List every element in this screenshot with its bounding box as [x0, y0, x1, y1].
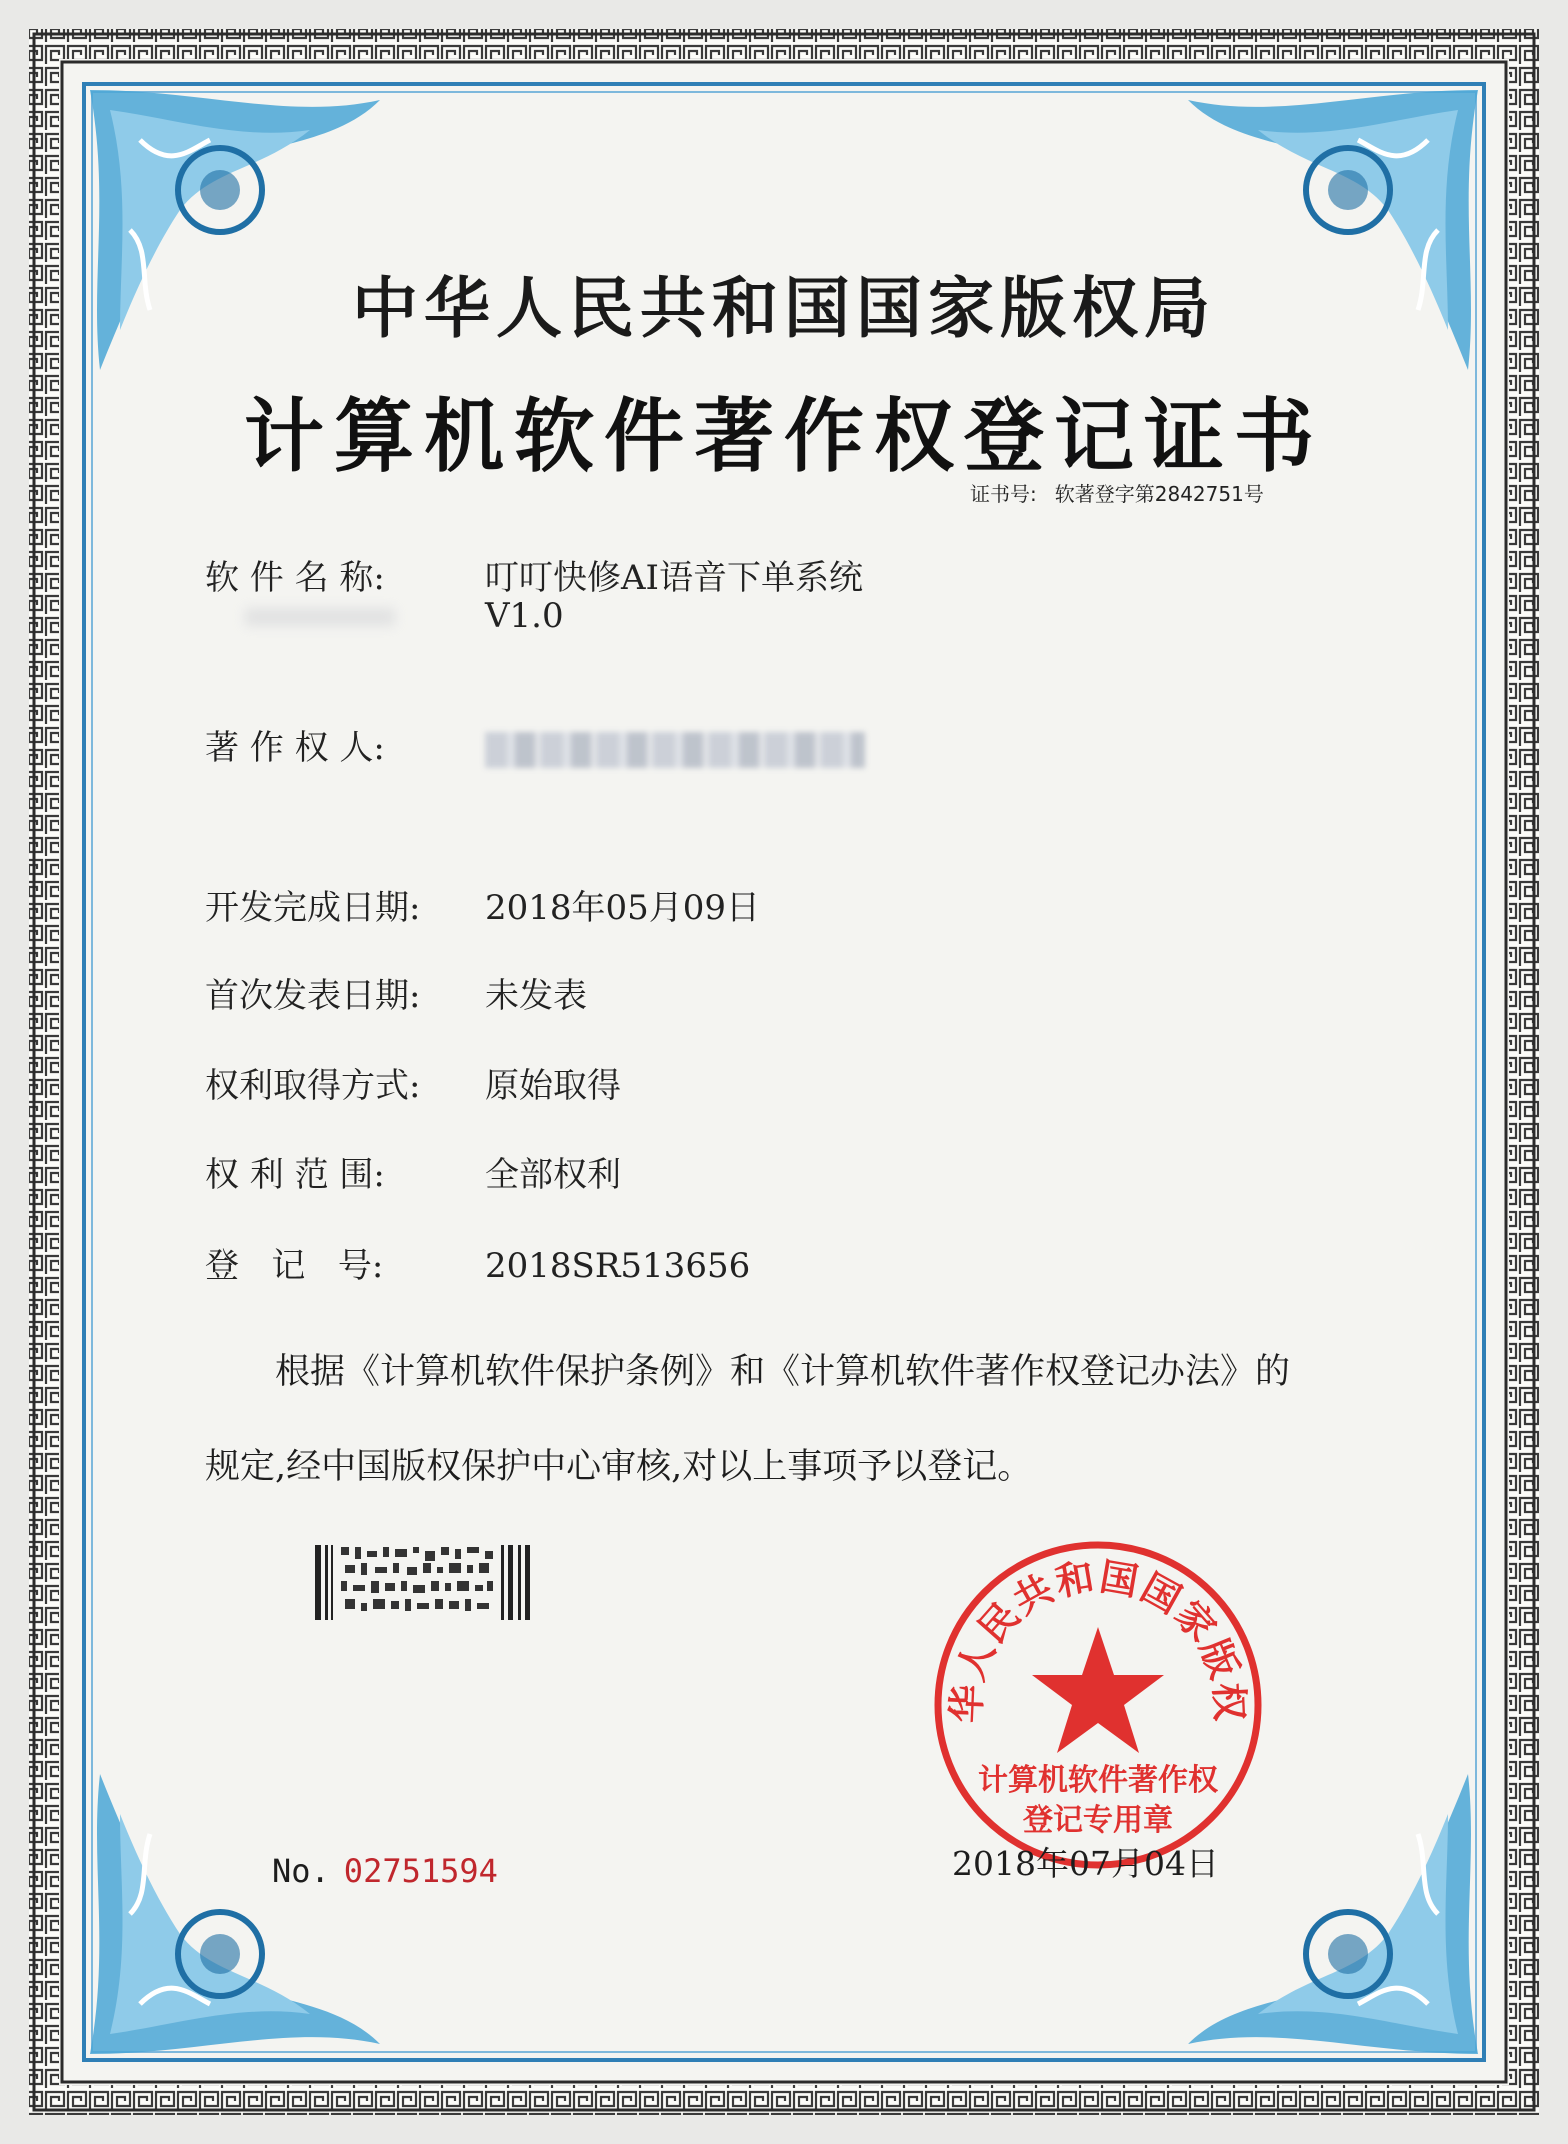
barcode — [315, 1545, 530, 1620]
software-version-value: V1.0 — [485, 596, 564, 636]
serial-number — [272, 1852, 498, 1890]
field-acquisition-method — [205, 1058, 621, 1107]
field-copyright-owner — [205, 720, 865, 769]
certificate-number-value: 软著登字第2842751号 — [1054, 482, 1264, 506]
certificate-number-label: 证书号: — [970, 482, 1037, 506]
statement-line-1: 根据《计算机软件保护条例》和《计算机软件著作权登记办法》的 — [275, 1352, 1291, 1392]
acquisition-method-value: 原始取得 — [485, 1066, 621, 1106]
field-rights-scope — [205, 1147, 621, 1196]
copyright-owner-label: 著 作 权 人: — [205, 728, 385, 768]
software-name-label: 软 件 名 称: — [205, 558, 385, 598]
serial-number-prefix: No. — [272, 1852, 330, 1890]
smudge-mark — [245, 608, 395, 626]
rights-scope-label: 权 利 范 围: — [205, 1155, 385, 1195]
rights-scope-value: 全部权利 — [485, 1155, 621, 1195]
svg-text:计算机软件著作权: 计算机软件著作权 — [978, 1763, 1218, 1798]
registration-no-label: 登 记 号: — [205, 1246, 384, 1286]
svg-text:中华人民共和国国家版权局: 华人民共和国国家版权 — [944, 1554, 1252, 1724]
dev-complete-date-label: 开发完成日期: — [205, 888, 421, 928]
field-first-publish-date — [205, 968, 587, 1017]
official-seal — [928, 1535, 1268, 1875]
statement-line-2: 规定,经中国版权保护中心审核,对以上事项予以登记。 — [205, 1447, 1033, 1487]
first-publish-date-value: 未发表 — [485, 976, 587, 1016]
software-name-value: 叮叮快修AI语音下单系统 — [485, 558, 863, 598]
serial-number-value: 02751594 — [343, 1852, 498, 1890]
certificate-number — [970, 478, 1282, 507]
issue-date: 2018年07月04日 — [952, 1844, 1219, 1883]
field-registration-no — [205, 1238, 750, 1287]
ornament-bottom-left — [80, 1764, 420, 2064]
field-dev-complete-date — [205, 880, 760, 929]
issuing-authority: 中华人民共和国国家版权局 — [352, 270, 1216, 347]
copyright-owner-redacted — [485, 732, 865, 768]
dev-complete-date-value: 2018年05月09日 — [485, 888, 761, 928]
first-publish-date-label: 首次发表日期: — [205, 976, 421, 1016]
registration-no-value: 2018SR513656 — [485, 1246, 751, 1286]
svg-text:登记专用章: 登记专用章 — [1023, 1803, 1173, 1838]
certificate-title: 计算机软件著作权登记证书 — [244, 389, 1324, 483]
field-software-name — [205, 550, 863, 599]
acquisition-method-label: 权利取得方式: — [205, 1066, 421, 1106]
